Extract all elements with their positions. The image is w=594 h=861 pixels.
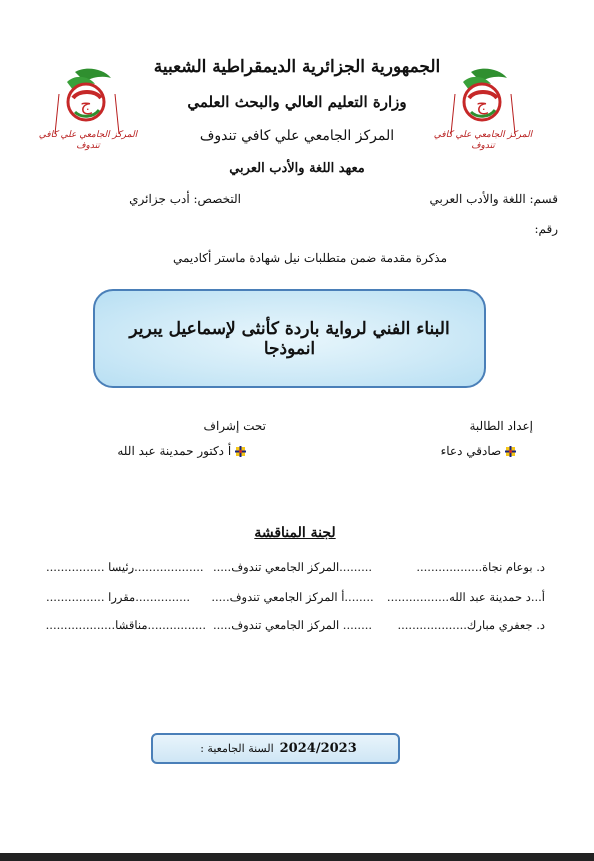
thesis-title-box bbox=[93, 289, 486, 388]
committee-member-name: د. جعفري مبارك................... bbox=[397, 618, 545, 632]
committee-member-institution: .........المركز الجامعي تندوف..... bbox=[212, 560, 373, 574]
diamond-bullet-icon bbox=[505, 446, 516, 457]
republic-heading: الجمهورية الجزائرية الديمقراطية الشعبية bbox=[153, 57, 441, 77]
supervisor-entry bbox=[100, 444, 246, 458]
prepared-label: إعداد الطالبة bbox=[469, 419, 533, 433]
logo-caption-left: المركز الجامعي علي كافي تندوف bbox=[38, 130, 138, 151]
ministry-heading: وزارة التعليم العالي والبحث العلمي bbox=[187, 93, 407, 111]
academic-year-value: 2024/2023 bbox=[279, 741, 357, 756]
institute-heading: معهد اللغة والأدب العربي bbox=[229, 161, 365, 176]
supervision-label: تحت إشراف bbox=[203, 419, 266, 433]
page-bottom-border bbox=[0, 853, 594, 861]
center-heading: المركز الجامعي علي كافي تندوف bbox=[199, 128, 395, 144]
thesis-title: البناء الفني لرواية باردة كأنثى لإسماعيل يبرير انموذجا bbox=[129, 318, 450, 359]
student-name: صادقي دعاء bbox=[440, 444, 502, 458]
memo-statement: مذكرة مقدمة ضمن متطلبات نيل شهادة ماستر أكاديمي bbox=[172, 251, 448, 265]
diamond-bullet-icon bbox=[235, 446, 246, 457]
academic-year-label: السنة الجامعية : bbox=[200, 742, 274, 755]
committee-member-institution: ........ المركز الجامعي تندوف..... bbox=[212, 618, 373, 632]
number-label: رقم: bbox=[534, 222, 558, 236]
academic-year-box bbox=[151, 733, 400, 764]
student-entry bbox=[400, 444, 516, 458]
committee-heading: لجنة المناقشة bbox=[254, 525, 336, 541]
logo-caption-right: المركز الجامعي علي كافي تندوف bbox=[433, 130, 533, 151]
committee-member-role: ...............مقررا ................ bbox=[46, 590, 191, 604]
committee-member-name: أ...د حمدينة عبد الله................. bbox=[386, 590, 545, 604]
committee-member-role: ...................رئيسا ................ bbox=[46, 560, 204, 574]
committee-member-institution: ........أ المركز الجامعي تندوف..... bbox=[211, 590, 374, 604]
specialty-label: التخصص: أدب جزائري bbox=[129, 192, 241, 206]
emblem-letter: ج bbox=[476, 94, 488, 115]
supervisor-name: أ دكتور حمدينة عبد الله bbox=[117, 444, 232, 458]
committee-member-role: ................مناقشا................... bbox=[45, 618, 206, 632]
emblem-letter: ج bbox=[80, 94, 92, 115]
committee-member-name: د. بوعام نجاة.................. bbox=[416, 560, 545, 574]
department-label: قسم: اللغة والأدب العربي bbox=[429, 192, 558, 206]
